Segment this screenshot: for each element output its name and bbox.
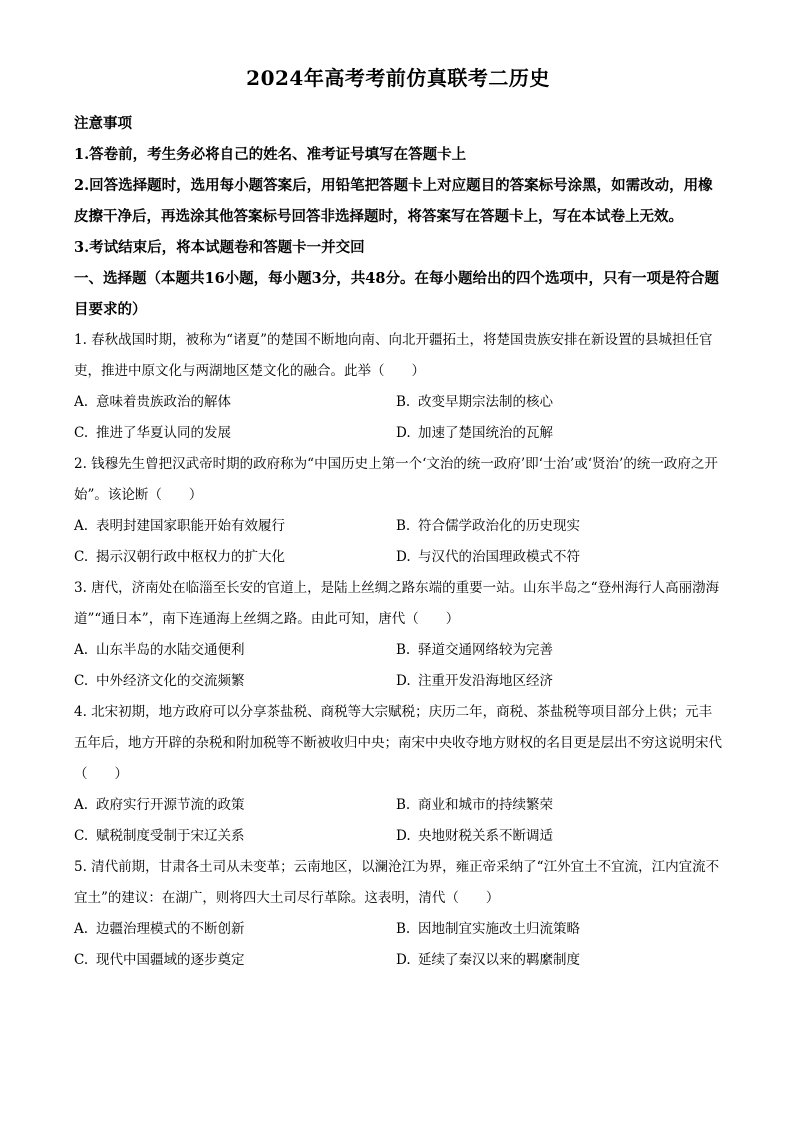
notice-heading: 注意事项 [74,115,132,132]
option-a[interactable] [74,511,396,542]
option-text: 延续了秦汉以来的羁縻制度 [418,952,580,968]
option-letter: D. [396,673,411,689]
option-text: 商业和城市的持续繁荣 [418,797,553,813]
option-text: 加速了楚国统治的瓦解 [418,425,553,441]
notice-item: 2.回答选择题时，选用每小题答案后，用铅笔把答题卡上对应题目的答案标号涂黑，如需改动，用橡皮擦干净后，再选涂其他答案标号回答非选择题时，将答案写在答题卡上，写在本试卷上无效。 [74,177,713,225]
option-c[interactable] [74,821,396,852]
option-text: 央地财税关系不断调适 [418,828,553,844]
option-grid [74,914,722,976]
option-letter: D. [396,549,411,565]
option-c[interactable] [74,666,396,697]
option-b[interactable] [396,914,722,945]
option-text: 驿道交通网络较为完善 [418,642,553,658]
option-text: 符合儒学政治化的历史现实 [418,518,580,534]
option-letter: C. [74,828,89,844]
option-letter: A. [74,518,89,534]
option-text: 改变早期宗法制的核心 [418,394,553,410]
option-letter: A. [74,921,89,937]
option-text: 意味着贵族政治的解体 [96,394,231,410]
option-grid [74,387,722,449]
question-stem: 5. 清代前期，甘肃各土司从未变革；云南地区，以澜沧江为界，雍正帝采纳了“江外宜土不宜流，江内宜流不宜土”的建议：在湖广，则将四大土司尽行革除。这表明，清代（ ） [74,859,720,906]
option-b[interactable] [396,635,722,666]
option-letter: A. [74,394,89,410]
option-letter: D. [396,828,411,844]
option-letter: C. [74,425,89,441]
option-d[interactable] [396,418,722,449]
question-4 [74,697,722,852]
option-c[interactable] [74,418,396,449]
option-letter: B. [396,921,411,937]
option-letter: C. [74,549,89,565]
option-letter: D. [396,425,411,441]
question-stem: 1. 春秋战国时期，被称为“诸夏”的楚国不断地向南、向北开疆拓土，将楚国贵族安排在新设置的县城担任官吏，推进中原文化与两湖地区楚文化的融合。此举（ ） [74,332,713,379]
exam-page [74,64,722,976]
option-text: 因地制宜实施改土归流策略 [418,921,580,937]
option-letter: C. [74,673,89,689]
notice-item: 1.答卷前，考生务必将自己的姓名、准考证号填写在答题卡上 [74,146,467,163]
option-letter: B. [396,518,411,534]
option-d[interactable] [396,542,722,573]
option-letter: A. [74,797,89,813]
option-b[interactable] [396,511,722,542]
option-d[interactable] [396,666,722,697]
question-stem: 3. 唐代，济南处在临淄至长安的官道上，是陆上丝绸之路东端的重要一站。山东半岛之“登州海行人高丽渤海道”“通日本”，南下连通海上丝绸之路。由此可知，唐代（ ） [74,580,720,627]
option-text: 表明封建国家职能开始有效履行 [96,518,285,534]
option-text: 中外经济文化的交流频繁 [96,673,245,689]
option-letter: B. [396,797,411,813]
option-text: 与汉代的治国理政模式不符 [418,549,580,565]
option-a[interactable] [74,790,396,821]
option-letter: B. [396,394,411,410]
option-text: 政府实行开源节流的政策 [96,797,245,813]
question-stem: 2. 钱穆先生曾把汉武帝时期的政府称为“中国历史上第一个‘文治的统一政府’即‘士治’或‘贤治’的统一政府之开始”。该论断（ ） [74,456,718,503]
option-grid [74,790,722,852]
page-title: 2024年高考考前仿真联考二历史 [246,66,550,90]
option-text: 边疆治理模式的不断创新 [96,921,245,937]
section-heading: 一、选择题（本题共16小题，每小题3分，共48分。在每小题给出的四个选项中，只有一项是符合题目要求的） [74,270,719,318]
option-text: 山东半岛的水陆交通便利 [96,642,245,658]
option-a[interactable] [74,914,396,945]
question-1 [74,325,722,449]
option-a[interactable] [74,635,396,666]
option-grid [74,511,722,573]
option-text: 揭示汉朝行政中枢权力的扩大化 [96,549,285,565]
option-d[interactable] [396,945,722,976]
option-text: 现代中国疆域的逐步奠定 [96,952,245,968]
option-letter: D. [396,952,411,968]
question-stem: 4. 北宋初期，地方政府可以分享茶盐税、商税等大宗赋税；庆历二年，商税、茶盐税等项目部分上供；元丰五年后，地方开辟的杂税和附加税等不断被收归中央；南宋中央收夺地方财权的名目更是层出不穷这说明宋代（ ） [74,704,722,782]
option-grid [74,635,722,697]
option-text: 推进了华夏认同的发展 [96,425,231,441]
option-text: 注重开发沿海地区经济 [418,673,553,689]
question-5 [74,852,722,976]
notice-item: 3.考试结束后，将本试题卷和答题卡一并交回 [74,239,365,256]
question-2 [74,449,722,573]
option-c[interactable] [74,945,396,976]
question-3 [74,573,722,697]
option-b[interactable] [396,790,722,821]
option-b[interactable] [396,387,722,418]
option-letter: A. [74,642,89,658]
option-c[interactable] [74,542,396,573]
option-letter: C. [74,952,89,968]
option-d[interactable] [396,821,722,852]
option-letter: B. [396,642,411,658]
option-a[interactable] [74,387,396,418]
option-text: 赋税制度受制于宋辽关系 [96,828,245,844]
